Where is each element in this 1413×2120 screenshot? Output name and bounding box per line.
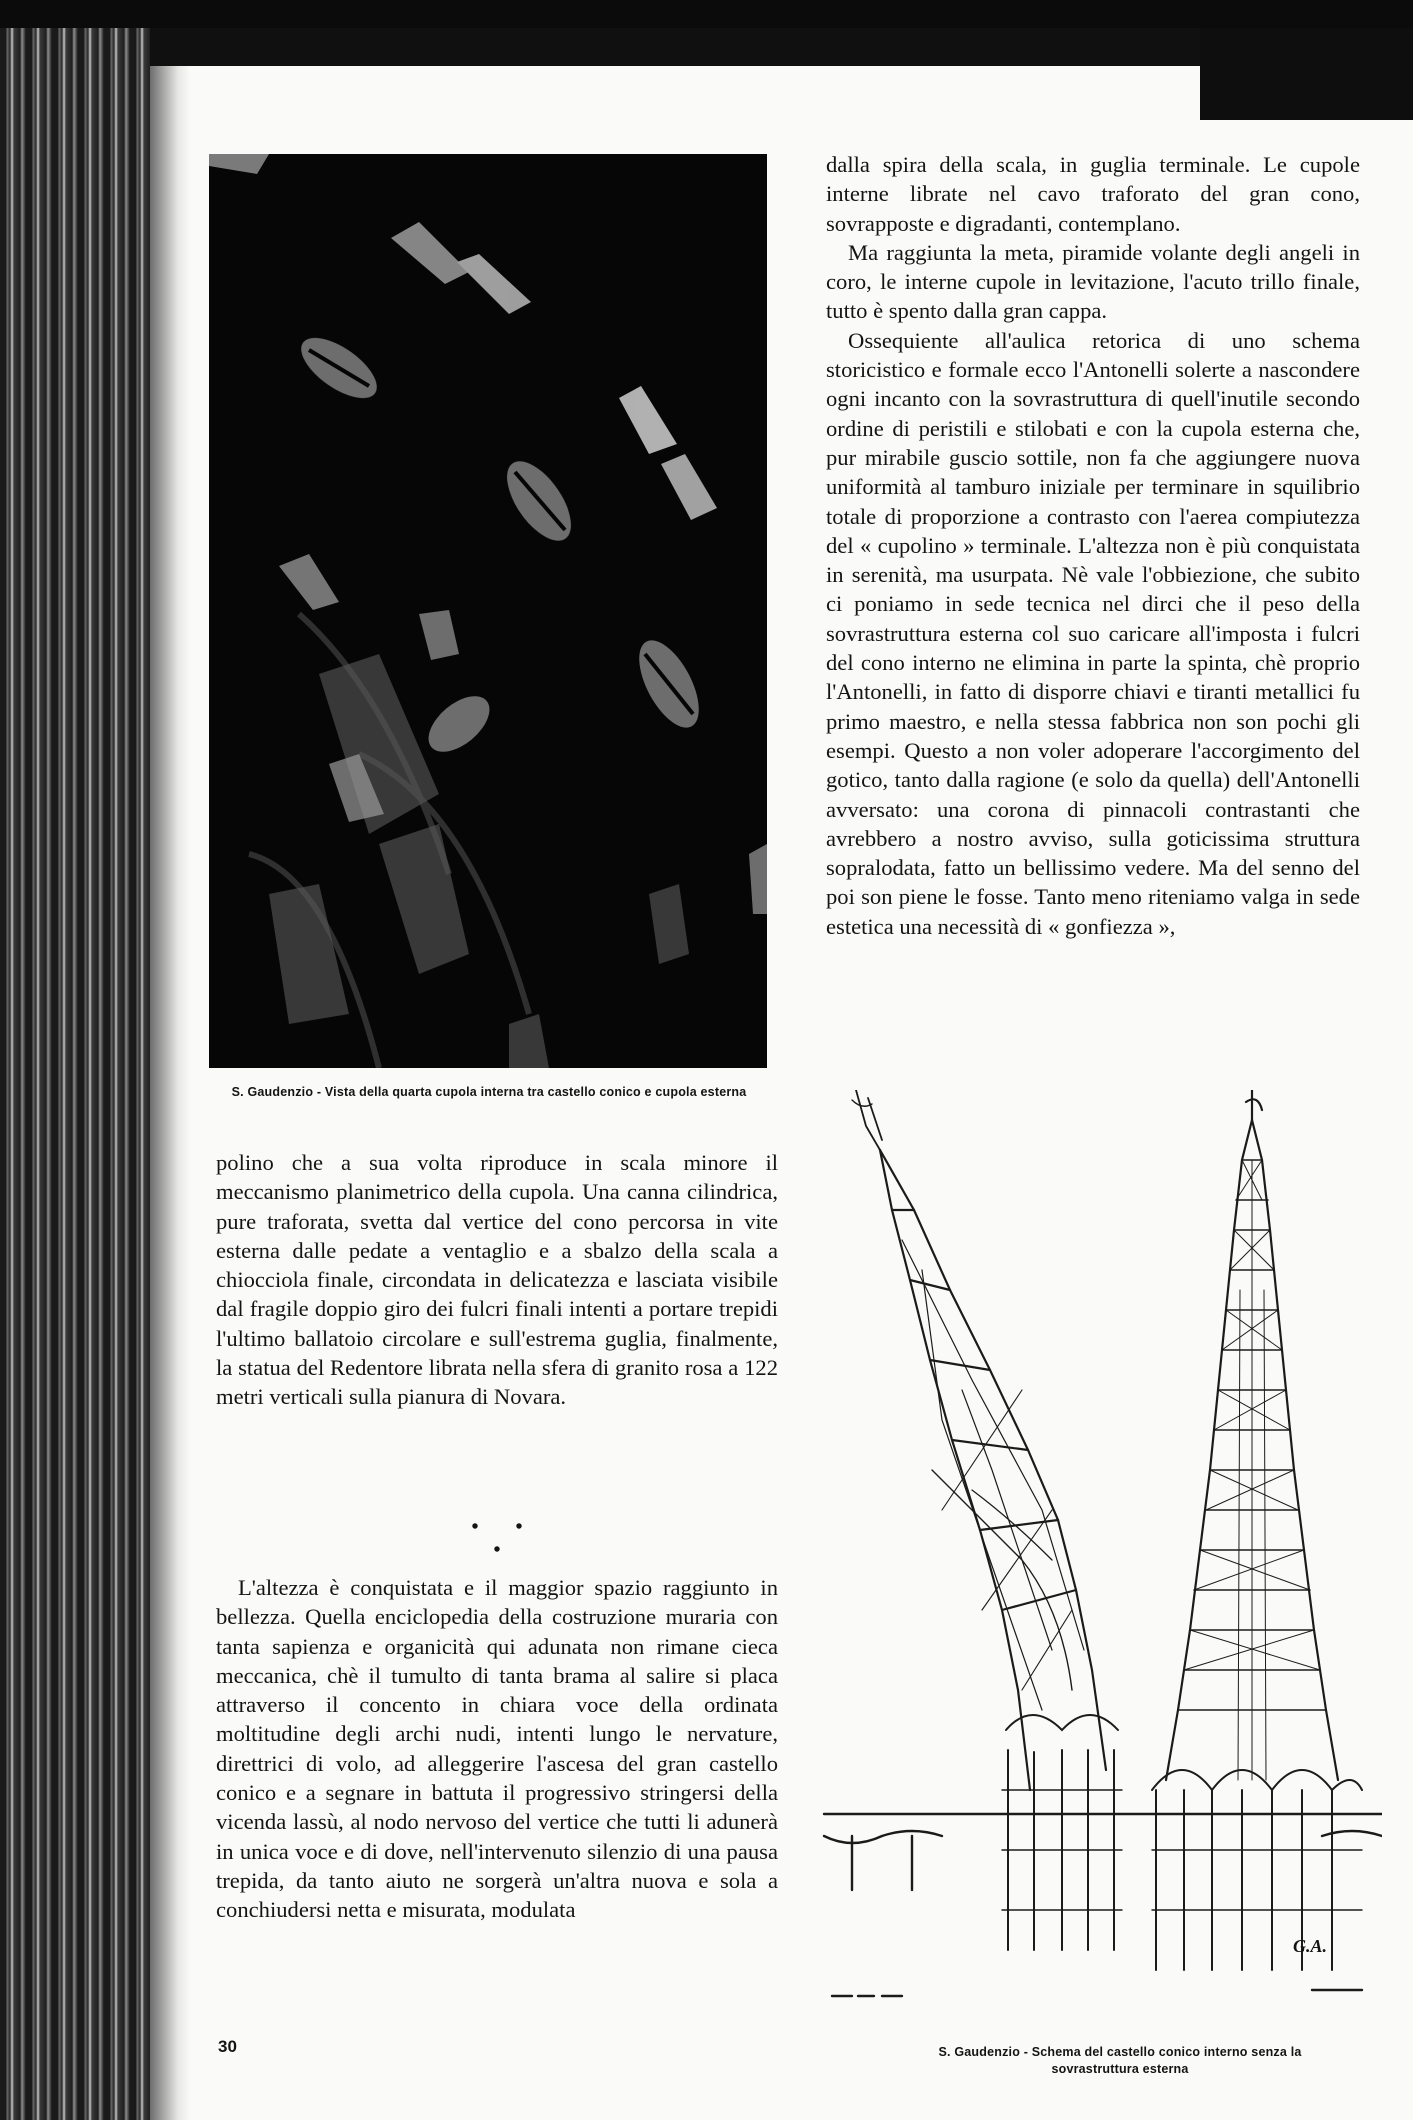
conical-castle-sketch (822, 1090, 1382, 2030)
binding-shadow (150, 66, 190, 2120)
left-column-text (216, 1148, 778, 1412)
book-binding (0, 28, 150, 2120)
section-separator: • • • (471, 1516, 539, 1561)
scan-top-band (0, 28, 1200, 66)
drawing-signature: G.A. (1293, 1936, 1328, 1956)
scan-top-border (0, 0, 1413, 28)
right-paragraph-3: Ossequiente all'aulica retorica di uno schema storicistico e formale ecco l'Antonelli solerte a nascondere ogni incanto con la sovrastruttura di quell'inutile secondo ordine di peristili e stilobati e con la cupola esterna che, pur mirabile guscio sottile, non fa che aggiungere nuova uniformità al tamburo iniziale per terminare in squilibrio totale di proporzione a contrasto con l'aerea compiutezza del « cupolino » terminale. L'altezza non è più conquistata in serenità, ma usurpata. Nè vale l'obbiezione, che subito ci poniamo in sede tecnica nel dirci che il peso della sovrastruttura esterna col suo caricare all'imposta i fulcri del cono interno ne elimina in parte la spinta, chè proprio l'Antonelli, in fatto di disporre chiavi e tiranti metallici fu primo maestro, e nella stessa fabbrica non son pochi gli esempi. Questo a non voler adoperare l'accorgimento del gotico, tanto dalla ragione (e solo da quella) dell'Antonelli avversato: una corona di pinnacoli contrastanti che avrebbero a nostro avviso, sulla goticissima struttura sopralodata, fatto un bellissimo vedere. Ma del senno del poi son piene le fosse. Tanto meno riteniamo valga in sede estetica una necessità di « gonfiezza », (826, 327, 1360, 939)
dome-photo-graphic (209, 154, 767, 1068)
left-paragraph-1: polino che a sua volta riproduce in scala minore il meccanismo planimetrico della cupola. Una canna cilindrica, pure traforata, svetta dal vertice del cono percorsa in vite esterna dalle pedate a ventaglio e a sbalzo della scala a chiocciola finale, circondata in delicatezza e lasciata visibile dal fragile doppio giro dei fulcri finali intenti a portare trepidi l'ultimo ballatoio circolare e sull'estrema guglia, finalmente, la statua del Redentore librata nella sfera di granito rosa a 122 metri verticali sulla pianura di Novara. (216, 1150, 778, 1410)
dome-interior-photo (209, 154, 767, 1068)
right-column-text (826, 150, 1360, 941)
left-paragraph-2: L'altezza è conquistata e il maggior spazio raggiunto in bellezza. Quella enciclopedia della costruzione muraria con tanta sapienza e organicità qui adunata non rimane cieca meccanica, chè il tumulto di tanta brama al salire si placa attraverso il concento in chiara voce della ordinata moltitudine degli archi nudi, intenti lungo le nervature, direttrici di volo, ad alleggerire l'ascesa del gran castello conico e a segnare in battuta il progressivo stringersi della vicenda lassù, al nodo nervoso del vertice che tutti li adunerà in unica voce e di dove, nell'intervenuto silenzio di una pausa trepida, da tanto aiuto ne sorgerà un'altra nuova e sola a conchiudersi netta e misurata, modulata (216, 1575, 778, 1923)
page-number: 30 (218, 2037, 237, 2056)
right-paragraph-2: Ma raggiunta la meta, piramide volante degli angeli in coro, le interne cupole in levitazione, l'acuto trillo finale, tutto è spento dalla gran cappa. (826, 239, 1360, 324)
bottom-column-text (216, 1573, 778, 1925)
drawing-caption: S. Gaudenzio - Schema del castello conico interno senza la sovrastruttura esterna (938, 2045, 1302, 2076)
right-paragraph-1: dalla spira della scala, in guglia terminale. Le cupole interne librate nel cavo traforato del gran cono, sovrapposte e digradanti, contemplano. (826, 152, 1360, 236)
photo-caption: S. Gaudenzio - Vista della quarta cupola interna tra castello conico e cupola esterna (231, 1085, 747, 1099)
scan-corner-shadow (1200, 28, 1413, 120)
